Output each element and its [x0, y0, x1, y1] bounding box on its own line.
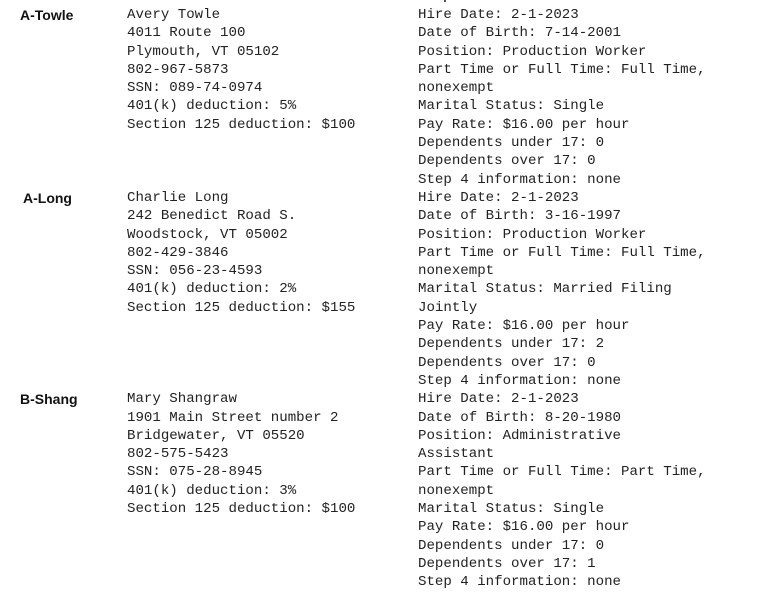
employee-code: A-Long [23, 189, 72, 206]
contact-info [127, 189, 418, 390]
contact-line: Avery Towle [127, 7, 221, 23]
contact-line: 802-429-3846 [127, 244, 229, 261]
contact-line: Section 125 deduction: $155 [127, 299, 356, 316]
contact-line: Charlie Long [127, 189, 229, 206]
detail-line: Dependents under 17: 2 [418, 336, 605, 353]
employment-details [418, 189, 780, 390]
detail-line: Hire Date: 2-1-2023 [418, 189, 579, 206]
employment-details [418, 6, 780, 189]
detail-line: Assistant [418, 446, 495, 463]
employee-code: A-Towle [20, 7, 74, 23]
detail-line: Hire Date: 2-1-2023 [418, 7, 579, 23]
detail-line: Pay Rate: $16.00 per hour [418, 116, 630, 133]
detail-line: nonexempt [418, 482, 495, 499]
detail-line: Part Time or Full Time: Full Time, [418, 244, 706, 261]
detail-line: Part Time or Full Time: Full Time, [418, 61, 706, 78]
detail-line: Part Time or Full Time: Part Time, [418, 464, 706, 481]
detail-line: Marital Status: Married Filing [418, 281, 672, 298]
detail-line: Position: Administrative [418, 427, 621, 444]
detail-line: Dependents over 17: 0 [418, 153, 596, 170]
detail-line: Dependents under 17: 0 [418, 537, 605, 554]
detail-line: Position: Production Worker [418, 43, 647, 60]
contact-line: SSN: 056-23-4593 [127, 263, 263, 280]
detail-line: Step 4 information: none [418, 574, 621, 591]
detail-line: Date of Birth: 3-16-1997 [418, 208, 621, 225]
contact-line: Mary Shangraw [127, 391, 237, 408]
contact-line: 401(k) deduction: 3% [127, 482, 297, 499]
detail-line: Pay Rate: $16.00 per hour [418, 519, 630, 536]
detail-line: nonexempt [418, 80, 495, 97]
employee-record [0, 390, 780, 591]
detail-line: Date of Birth: 8-20-1980 [418, 409, 621, 426]
detail-line: Jointly [418, 299, 478, 316]
detail-line: Dependents over 17: 1 [418, 555, 596, 572]
detail-line: Dependents over 17: 0 [418, 354, 596, 371]
contact-line: Section 125 deduction: $100 [127, 501, 356, 518]
employee-records [0, 6, 780, 592]
employee-record [0, 6, 780, 189]
detail-line: Date of Birth: 7-14-2001 [418, 25, 621, 42]
contact-line: Plymouth, VT 05102 [127, 43, 280, 60]
contact-line: 1901 Main Street number 2 [127, 409, 339, 426]
detail-line: Pay Rate: $16.00 per hour [418, 318, 630, 335]
detail-line: Marital Status: Single [418, 501, 605, 518]
contact-info [127, 6, 418, 189]
contact-line: 242 Benedict Road S. [127, 208, 297, 225]
employee-record [0, 189, 780, 390]
detail-line: Dependents under 17: 0 [418, 135, 605, 152]
contact-line: Woodstock, VT 05002 [127, 226, 288, 243]
detail-line: Position: Production Worker [418, 226, 647, 243]
contact-line: 802-967-5873 [127, 61, 229, 78]
detail-line: Hire Date: 2-1-2023 [418, 391, 579, 408]
detail-line: Marital Status: Single [418, 98, 605, 115]
detail-line: Step 4 information: none [418, 171, 621, 188]
detail-line: nonexempt [418, 263, 495, 280]
contact-line: Bridgewater, VT 05520 [127, 427, 305, 444]
contact-line: Section 125 deduction: $100 [127, 116, 356, 133]
detail-line: Step 4 information: none [418, 372, 621, 389]
contact-line: 401(k) deduction: 5% [127, 98, 297, 115]
contact-line: SSN: 075-28-8945 [127, 464, 263, 481]
contact-line: SSN: 089-74-0974 [127, 80, 263, 97]
contact-line: 802-575-5423 [127, 446, 229, 463]
employee-code: B-Shang [20, 391, 78, 408]
employment-details [418, 390, 780, 591]
contact-line: 4011 Route 100 [127, 25, 246, 42]
contact-info [127, 390, 418, 591]
contact-line: 401(k) deduction: 2% [127, 281, 297, 298]
stray-mark [444, 0, 446, 2]
